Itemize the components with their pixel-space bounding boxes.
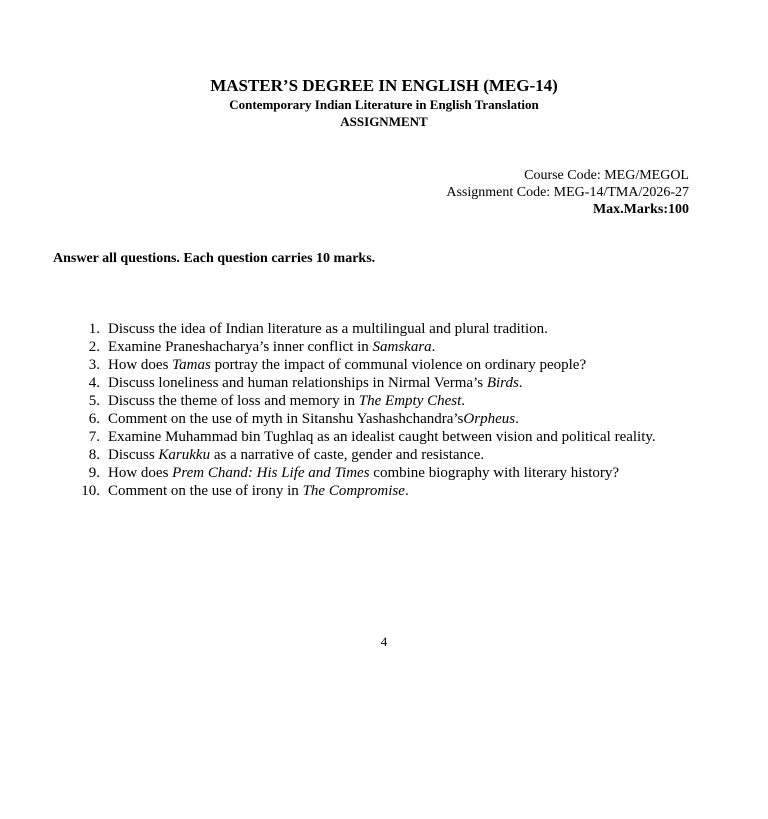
question-text-segment: Discuss the idea of Indian literature as a multilingual and plural tradition. [108,321,548,337]
question-text-segment: Discuss loneliness and human relationships in Nirmal Verma’s [108,375,487,391]
question-number: 5. [88,393,100,409]
work-title: The Empty Chest [358,393,462,409]
question-text [100,446,484,464]
question-number: 1. [88,321,100,337]
work-title: Prem Chand: His Life and Times [172,465,370,481]
question-item [76,356,656,374]
document-subtitle: Contemporary Indian Literature in English Translation [229,97,539,112]
question-text-segment: Discuss [108,447,159,463]
assignment-label: ASSIGNMENT [340,114,428,129]
document-title: MASTER’S DEGREE IN ENGLISH (MEG-14) [210,76,558,95]
instruction-text: Answer all questions. Each question carries 10 marks. [53,251,376,266]
question-text [100,320,548,338]
work-title: Samskara [372,339,432,355]
question-text [100,374,523,392]
question-text-segment: . [461,393,466,409]
question-item [76,374,656,392]
question-text-segment: Comment on the use of irony in [108,483,303,499]
question-number: 4. [88,375,100,391]
question-item [76,446,656,464]
question-text [100,392,465,410]
question-text-segment: . [518,375,523,391]
question-number: 7. [88,429,100,445]
question-text-segment: Comment on the use of myth in Sitanshu Yashashchandra’s [108,411,464,427]
question-text-segment: How does [108,357,173,373]
question-number: 3. [88,357,100,373]
course-code: Course Code: MEG/MEGOL [524,168,689,183]
question-item [76,464,656,482]
question-text-segment: combine biography with literary history? [369,465,620,481]
question-text [100,482,409,500]
question-text [100,338,435,356]
work-title: Orpheus [463,411,516,427]
question-text-segment: Discuss the theme of loss and memory in [108,393,359,409]
question-text [100,428,656,446]
question-number: 6. [88,411,100,427]
question-item [76,482,656,500]
question-list [76,320,656,500]
question-number: 2. [88,339,100,355]
question-text-segment: Examine Muhammad bin Tughlaq as an idealist caught between vision and political reality. [108,429,656,445]
question-text-segment: . [404,483,409,499]
question-text [100,464,619,482]
max-marks: Max.Marks:100 [592,202,689,217]
question-text [100,410,519,428]
course-codes-block [446,167,689,218]
document-header [0,76,768,130]
question-text-segment: How does [108,465,173,481]
question-number: 9. [88,465,100,481]
work-title: Tamas [172,357,211,373]
assignment-code: Assignment Code: MEG-14/TMA/2026-27 [446,185,689,200]
work-title: Karukku [158,447,211,463]
question-item [76,338,656,356]
question-text-segment: Examine Praneshacharya’s inner conflict in [108,339,373,355]
question-item [76,410,656,428]
question-number: 8. [88,447,100,463]
question-text-segment: portray the impact of communal violence on ordinary people? [210,357,587,373]
page-number: 4 [380,634,388,649]
work-title: The Compromise [302,483,405,499]
question-item [76,320,656,338]
question-item [76,428,656,446]
question-text-segment: . [431,339,436,355]
question-number: 10. [81,483,100,499]
question-text-segment: . [515,411,519,427]
work-title: Birds [486,375,519,391]
question-text [100,356,586,374]
question-item [76,392,656,410]
question-text-segment: as a narrative of caste, gender and resistance. [210,447,485,463]
